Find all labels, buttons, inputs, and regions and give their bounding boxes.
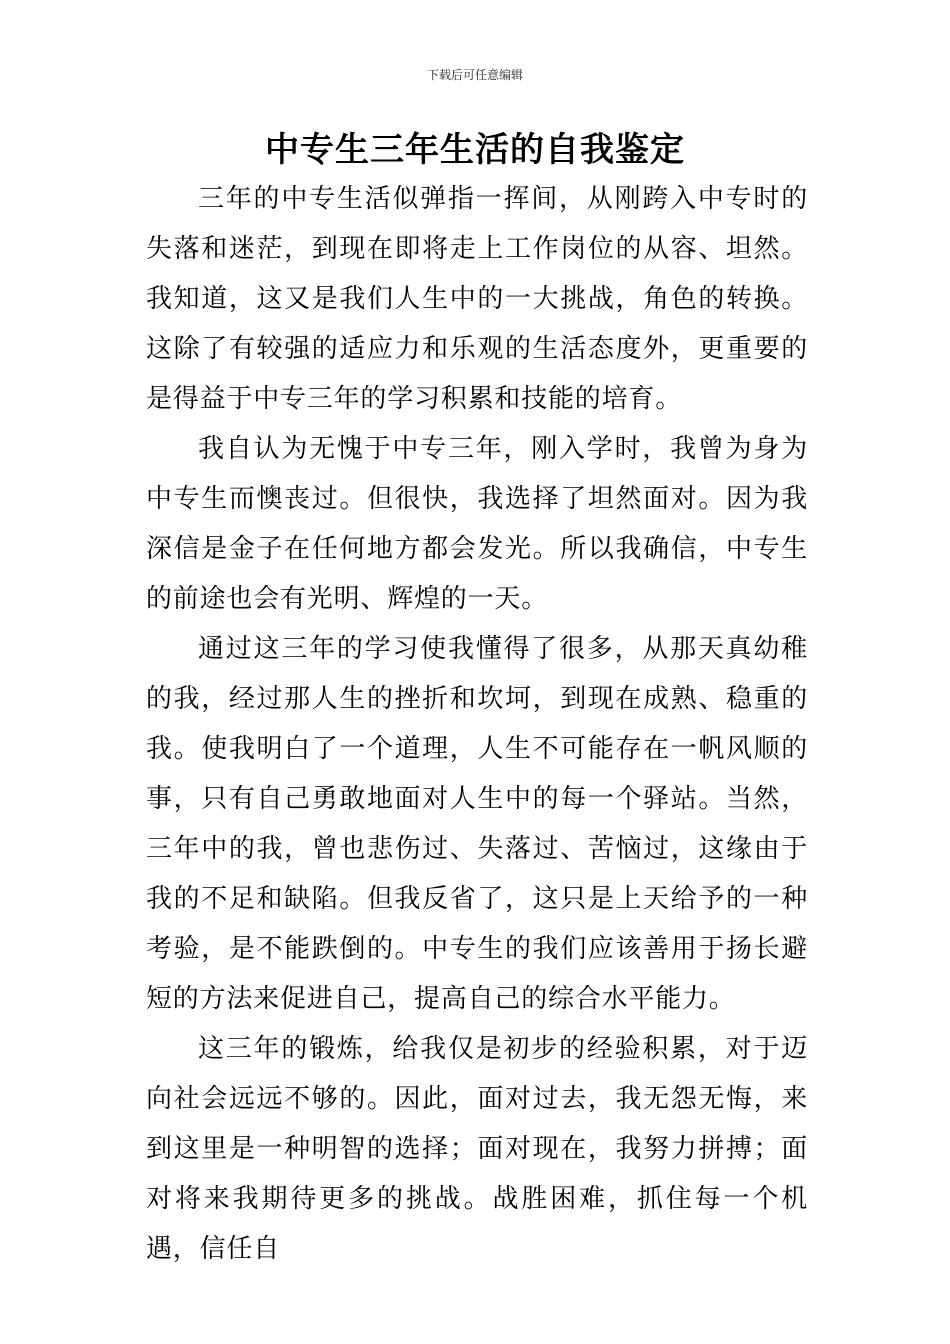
paragraph: 我自认为无愧于中专三年，刚入学时，我曾为身为中专生而懊丧过。但很快，我选择了坦然面对。因为我深信是金子在任何地方都会发光。所以我确信，中专生的前途也会有光明、辉煌的一天。 [146,434,808,614]
document-title: 中专生三年生活的自我鉴定 [265,130,685,170]
paragraph: 三年的中专生活似弹指一挥间，从刚跨入中专时的失落和迷茫，到现在即将走上工作岗位的从容、坦然。我知道，这又是我们人生中的一大挑战，角色的转换。这除了有较强的适应力和乐观的生活态度外，更重要的是得益于中专三年的学习积累和技能的培育。 [146,184,808,414]
document-body [146,174,808,1274]
paragraph: 通过这三年的学习使我懂得了很多，从那天真幼稚的我，经过那人生的挫折和坎坷，到现在成熟、稳重的我。使我明白了一个道理，人生不可能存在一帆风顺的事，只有自己勇敢地面对人生中的每一个驿站。当然，三年中的我，曾也悲伤过、失落过、苦恼过，这缘由于我的不足和缺陷。但我反省了，这只是上天给予的一种考验，是不能跌倒的。中专生的我们应该善用于扬长避短的方法来促进自己，提高自己的综合水平能力。 [146,634,808,1014]
paragraph: 这三年的锻炼，给我仅是初步的经验积累，对于迈向社会远远不够的。因此，面对过去，我无怨无悔，来到这里是一种明智的选择；面对现在，我努力拼搏；面对将来我期待更多的挑战。战胜困难，抓住每一个机遇，信任自 [146,1034,808,1264]
header-note: 下载后可任意编辑 [426,68,523,82]
